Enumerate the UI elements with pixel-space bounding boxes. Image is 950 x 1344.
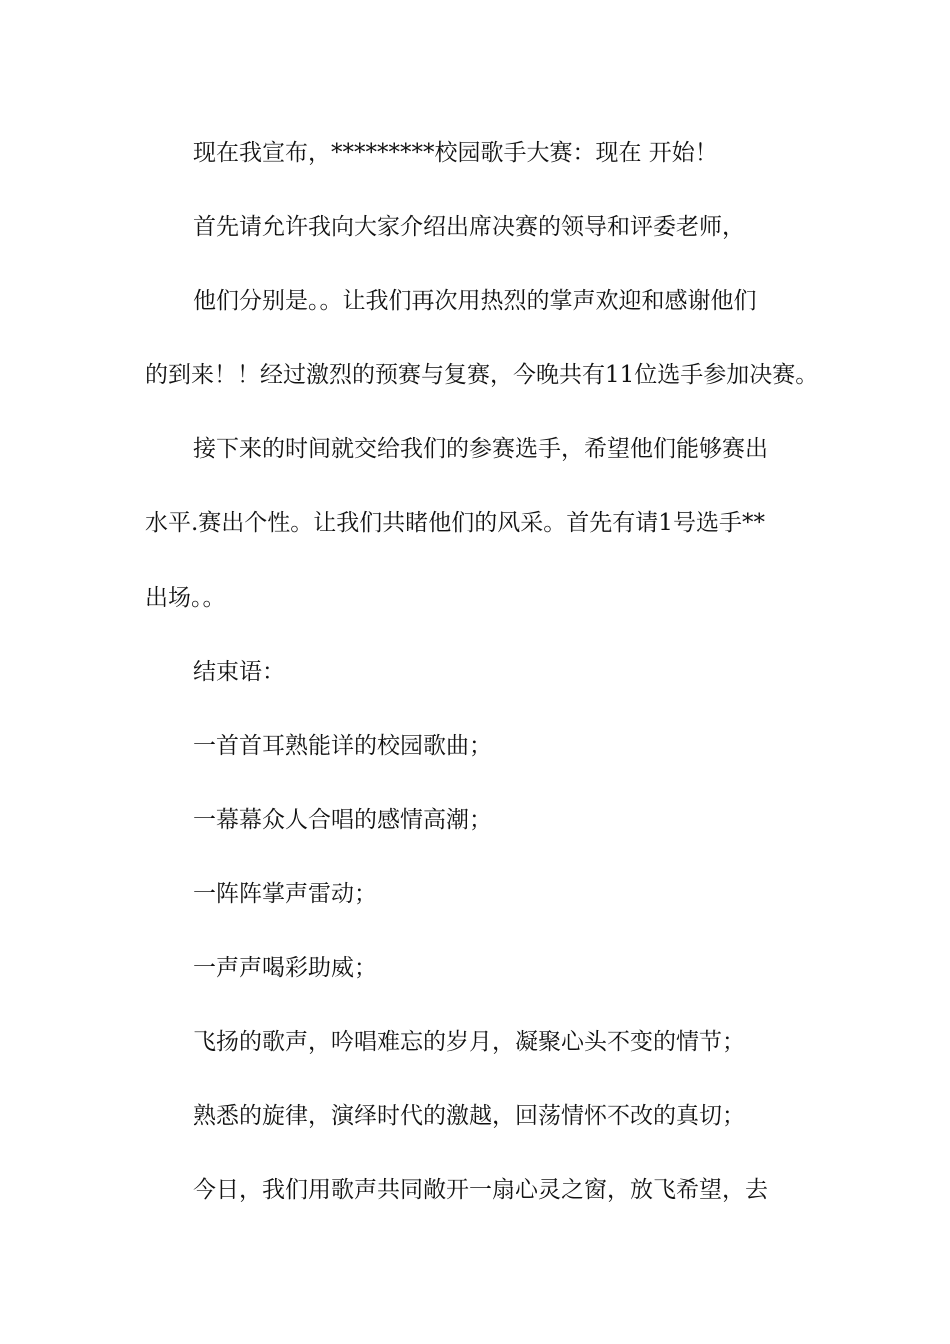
- paragraph-line-contestants: 的到来！！经过激烈的预赛与复赛，今晚共有11位选手参加决赛。: [145, 362, 819, 388]
- paragraph-line-introduction: 首先请允许我向大家介绍出席决赛的领导和评委老师，: [193, 214, 745, 240]
- paragraph-line-welcome: 他们分别是。。让我们再次用热烈的掌声欢迎和感谢他们: [193, 288, 757, 314]
- closing-line-songs: 一首首耳熟能详的校园歌曲；: [193, 733, 492, 759]
- closing-line-years: 飞扬的歌声，吟唱难忘的岁月，凝聚心头不变的情节；: [193, 1029, 745, 1055]
- paragraph-line-first-contestant: 水平.赛出个性。让我们共睹他们的风采。首先有请1号选手**: [145, 510, 765, 536]
- closing-line-today: 今日，我们用歌声共同敞开一扇心灵之窗，放飞希望，去: [193, 1177, 768, 1203]
- section-heading-closing: 结束语：: [193, 659, 285, 685]
- closing-line-chorus: 一幕幕众人合唱的感情高潮；: [193, 807, 492, 833]
- closing-line-melody: 熟悉的旋律，演绎时代的激越，回荡情怀不改的真切；: [193, 1103, 745, 1129]
- paragraph-line-entrance: 出场。。: [145, 585, 226, 611]
- closing-line-cheers: 一声声喝彩助威；: [193, 955, 377, 981]
- paragraph-line-handover: 接下来的时间就交给我们的参赛选手，希望他们能够赛出: [193, 436, 768, 462]
- paragraph-line-announcement: 现在我宣布，*********校园歌手大赛：现在 开始！: [193, 140, 718, 166]
- closing-line-applause: 一阵阵掌声雷动；: [193, 881, 377, 907]
